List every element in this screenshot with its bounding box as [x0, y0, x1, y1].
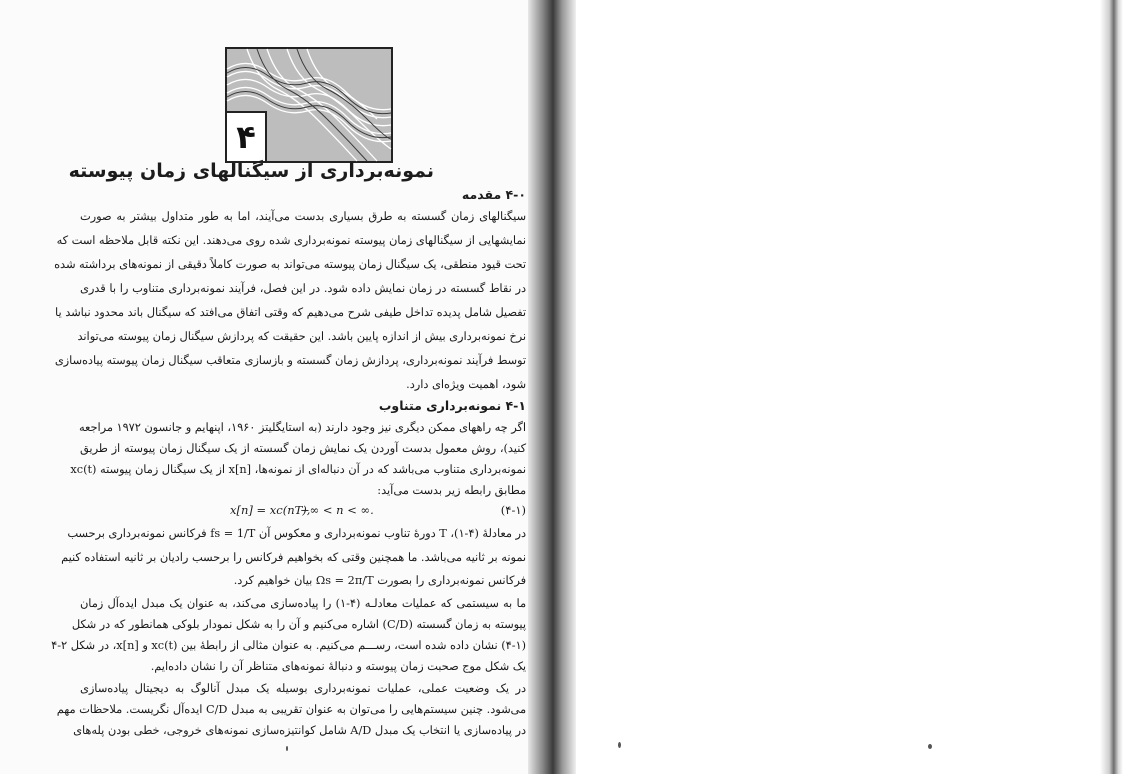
- book-gutter-shadow: [528, 0, 576, 774]
- scan-speck: [286, 746, 288, 751]
- scan-speck: [928, 744, 932, 749]
- text-line: اگر چه راههای ممکن دیگری نیز وجود دارند (به استایگلیتز ۱۹۶۰، اپنهایم و جانسون ۱۹۷۲ مراجعه: [78, 421, 526, 434]
- text-line: پیوسته به زمان گسسته (C/D) اشاره می‌کنیم و آن را به شکل نمودار بلوکی همانطور که در شکل: [71, 618, 526, 631]
- text-line: تفصیل شامل پدیده تداخل طیفی شرح می‌دهیم که وقتی اتفاق می‌افتد که سیگنال باند محدود نباشد یا: [55, 306, 526, 319]
- text-line: در نقاط گسسته در زمان نمایش داده شود. در این فصل، فرآیند نمونه‌برداری متناوب را با قدری: [80, 282, 526, 295]
- text-line: یک شکل موج صحبت زمان پیوسته و دنبالهٔ نمونه‌های متناظر آن را نشان داده‌ایم.: [150, 660, 526, 673]
- text-line: در پیاده‌سازی یا انتخاب یک مبدل A/D شامل کوانتیزه‌سازی نمونه‌های خروجی، خطی بودن پله‌های: [73, 724, 526, 737]
- chapter-number: ۴: [227, 111, 267, 161]
- text-line: کنید)، روش معمول بدست آوردن یک نمایش زمان گسسته از یک سیگنال زمان پیوسته از طریق: [80, 442, 526, 455]
- text-line: نرخ نمونه‌برداری بیش از اندازه پایین باشد. این حقیقت که پردازش سیگنال زمان پیوسته می‌تواند: [77, 330, 526, 343]
- text-line: نمونه بر ثانیه می‌باشد. ما همچنین وقتی که بخواهیم فرکانس را برحسب رادیان بر ثانیه استفاده کنیم: [61, 551, 526, 564]
- periodic-sampling-heading: ۴-۱ نمونه‌برداری متناوب: [378, 398, 526, 413]
- right-page-blank: [576, 0, 1123, 774]
- text-line: نمونه‌برداری متناوب می‌باشد که در آن دنباله‌ای از نمونه‌ها، x[n] از یک سیگنال زمان پیوسته xc(t): [70, 463, 526, 476]
- chapter-banner-image: [225, 47, 393, 163]
- text-line: مطابق رابطه زیر بدست می‌آید:: [377, 484, 526, 497]
- text-line: نمایشهایی از سیگنالهای زمان پیوسته نمونه‌برداری شده روی می‌دهند. این نکته قابل ملاحظه است که: [56, 234, 526, 247]
- text-line: در معادلهٔ (۴-۱)، T دورهٔ تناوب نمونه‌برداری و معکوس آن fs = 1/T فرکانس نمونه‌برداری برحسب: [67, 527, 526, 540]
- text-line: شود، اهمیت ویژه‌ای دارد.: [406, 378, 526, 391]
- text-line: توسط فرآیند نمونه‌برداری، پردازش زمان گسسته و بازسازی متعاقب سیگنال زمان پیوسته پیاده‌سازی: [54, 354, 526, 367]
- text-line: فرکانس نمونه‌برداری را بصورت Ωs = 2π/T بیان خواهیم کرد.: [233, 574, 526, 587]
- scan-speck: [618, 742, 621, 748]
- page-edge-shadow: [1100, 0, 1123, 774]
- text-line: ما به سیستمی که عملیات معادلـه (۴-۱) را پیاده‌سازی می‌کند، به عنوان یک مبدل ایده‌آل زمان: [80, 597, 527, 610]
- equation-4-1: [230, 503, 526, 519]
- equation-number: (۴-۱): [500, 503, 526, 517]
- text-line: (۴-۱) نشان داده شده است، رســـم می‌کنیم. به عنوان مثالی از رابطهٔ بین xc(t) و x[n]، در شکل ۲-۴: [51, 639, 526, 652]
- equation-expression: x[n] = xc(nT),: [230, 503, 311, 517]
- text-line: در یک وضعیت عملی، عملیات نمونه‌برداری بوسیله یک مبدل آنالوگ به دیجیتال پیاده‌سازی: [80, 682, 526, 695]
- text-line: می‌شود. چنین سیستم‌هایی را می‌توان به عنوان تقریبی به مبدل C/D ایده‌آل نگریست. ملاحظات مهم: [56, 703, 526, 716]
- equation-range: −∞ < n < ∞.: [300, 503, 374, 517]
- intro-section-heading: ۴-۰ مقدمه: [461, 187, 526, 202]
- text-line: سیگنالهای زمان گسسته به طرق بسیاری بدست می‌آیند، اما به طور متداول بیشتر به صورت: [80, 210, 526, 223]
- text-line: تحت قیود منطقی، یک سیگنال زمان پیوسته می‌تواند به صورت کاملاً دقیقی از نمونه‌های برداشته شده: [54, 258, 526, 271]
- chapter-title: نمونه‌برداری از سیگنالهای زمان پیوسته: [68, 160, 434, 182]
